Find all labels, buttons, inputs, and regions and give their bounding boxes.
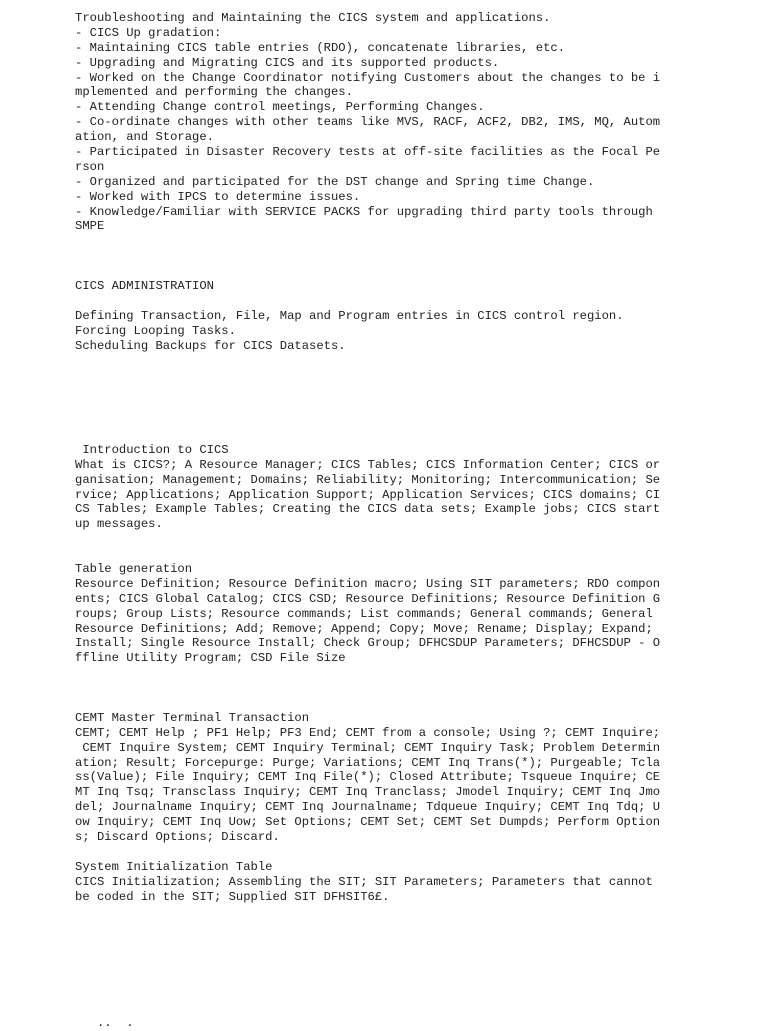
blank-line (75, 845, 695, 860)
text-block (75, 562, 695, 666)
blank-line (75, 532, 695, 547)
text-line: Troubleshooting and Maintaining the CICS system and applications. (75, 11, 551, 25)
document-body (75, 11, 695, 904)
text-line: be coded in the SIT; Supplied SIT DFHSIT6£. (75, 889, 390, 904)
text-line: System Initialization Table (75, 859, 273, 874)
text-line: Scheduling Backups for CICS Datasets. (75, 338, 346, 353)
text-line: Forcing Looping Tasks. (75, 323, 236, 338)
blank-line (75, 696, 695, 711)
text-line: rvice; Applications; Application Support; Application Services; CICS domains; CI (75, 487, 661, 502)
text-line: Table generation (75, 561, 193, 576)
text-block (75, 11, 695, 234)
text-line: Defining Transaction, File, Map and Program entries in CICS control region. (75, 308, 624, 323)
text-line: ganisation; Management; Domains; Reliability; Monitoring; Intercommunication; Se (75, 472, 661, 487)
text-line: - Organized and participated for the DST change and Spring time Change. (75, 174, 595, 189)
text-line: CEMT; CEMT Help ; PF1 Help; PF3 End; CEMT from a console; Using ?; CEMT Inquire; (75, 725, 661, 740)
text-line: - Knowledge/Familiar with SERVICE PACKS for upgrading third party tools through (75, 204, 653, 219)
text-line: ow Inquiry; CEMT Inq Uow; Set Options; CEMT Set; CEMT Set Dumpds; Perform Option (75, 815, 661, 830)
text-line: - Co-ordinate changes with other teams like MVS, RACF, ACF2, DB2, IMS, MQ, Autom (75, 115, 661, 130)
text-line: ss(Value); File Inquiry; CEMT Inq File(*); Closed Attribute; Tsqueue Inquire; CE (75, 770, 661, 785)
text-line: mplemented and performing the changes. (75, 85, 353, 100)
cut-off-text-fragment: .. . (75, 1016, 156, 1030)
blank-line (75, 383, 695, 398)
text-line: roups; Group Lists; Resource commands; List commands; General commands; General (75, 606, 653, 621)
text-block (75, 279, 695, 294)
text-line: Install; Single Resource Install; Check Group; DFHCSDUP Parameters; DFHCSDUP - O (75, 636, 661, 651)
blank-line (75, 428, 695, 443)
text-line: up messages. (75, 517, 163, 532)
text-line: SMPE (75, 219, 105, 234)
text-block (75, 443, 695, 532)
text-block (75, 309, 695, 354)
text-line: del; Journalname Inquiry; CEMT Inq Journalname; Tdqueue Inquiry; CEMT Inq Tdq; U (75, 800, 661, 815)
text-line: CS Tables; Example Tables; Creating the CICS data sets; Example jobs; CICS start (75, 502, 661, 517)
blank-line (75, 398, 695, 413)
text-line: CICS ADMINISTRATION (75, 279, 214, 294)
text-line: - Attending Change control meetings, Performing Changes. (75, 100, 485, 115)
text-line: ents; CICS Global Catalog; CICS CSD; Resource Definitions; Resource Definition G (75, 591, 661, 606)
blank-line (75, 234, 695, 249)
blank-line (75, 413, 695, 428)
text-line: ation; Result; Forcepurge: Purge; Variations; CEMT Inq Trans(*); Purgeable; Tcla (75, 755, 661, 770)
blank-line (75, 681, 695, 696)
text-line: - Worked on the Change Coordinator notifying Customers about the changes to be i (75, 70, 661, 85)
blank-line (75, 294, 695, 309)
text-line: - Participated in Disaster Recovery tests at off-site facilities as the Focal Pe (75, 145, 661, 160)
text-block (75, 711, 695, 845)
text-line: CICS Initialization; Assembling the SIT; SIT Parameters; Parameters that cannot (75, 874, 653, 889)
text-line: MT Inq Tsq; Transclass Inquiry; CEMT Inq Tranclass; Jmodel Inquiry; CEMT Inq Jmo (75, 785, 661, 800)
text-block (75, 860, 695, 905)
text-line: - Maintaining CICS table entries (RDO), concatenate libraries, etc. (75, 40, 566, 55)
blank-line (75, 547, 695, 562)
text-line: ation, and Storage. (75, 130, 214, 145)
text-line: What is CICS?; A Resource Manager; CICS Tables; CICS Information Center; CICS or (75, 457, 661, 472)
text-line: s; Discard Options; Discard. (75, 829, 280, 844)
text-line: CEMT Inquire System; CEMT Inquiry Terminal; CEMT Inquiry Task; Problem Determin (75, 740, 661, 755)
blank-line (75, 368, 695, 383)
text-line: ffline Utility Program; CSD File Size (75, 651, 346, 666)
text-line: Introduction to CICS (75, 442, 229, 457)
text-line: CEMT Master Terminal Transaction (75, 710, 310, 725)
text-line: Resource Definition; Resource Definition macro; Using SIT parameters; RDO compon (75, 576, 661, 591)
text-line: rson (75, 159, 105, 174)
blank-line (75, 249, 695, 264)
text-line: - CICS Up gradation: (75, 25, 222, 40)
blank-line (75, 353, 695, 368)
text-line: - Upgrading and Migrating CICS and its supported products. (75, 55, 500, 70)
text-line: Resource Definitions; Add; Remove; Append; Copy; Move; Rename; Display; Expand; (75, 621, 653, 636)
blank-line (75, 666, 695, 681)
text-line: - Worked with IPCS to determine issues. (75, 189, 361, 204)
blank-line (75, 264, 695, 279)
